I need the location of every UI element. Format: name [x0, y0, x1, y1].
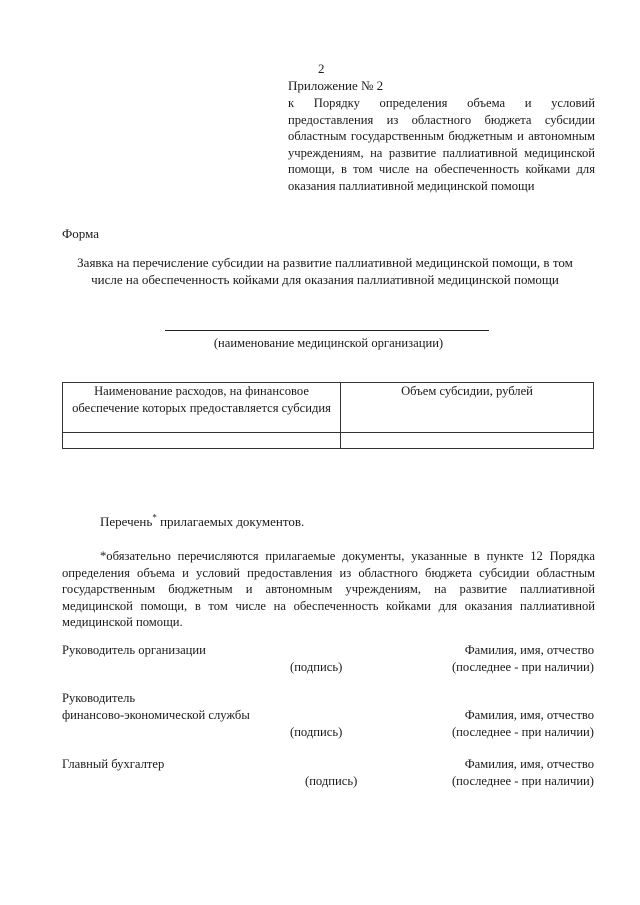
page-number: 2 — [318, 61, 325, 76]
signer-position-accountant: Главный бухгалтер — [62, 757, 165, 771]
full-name-label-finance: Фамилия, имя, отчество — [464, 708, 594, 722]
column-header-expenses: Наименование расходов, на финансовое обеспечение которых предоставляется субсидия — [63, 383, 341, 433]
signer-position-finance-line2: финансово-экономической службы — [62, 708, 250, 722]
appendix-title: Приложение № 2 — [288, 78, 384, 93]
signature-caption-accountant[interactable]: (подпись) — [305, 774, 358, 788]
table-header-row — [63, 383, 594, 433]
table-row — [63, 433, 594, 449]
subsidy-table — [62, 382, 594, 449]
documents-list-title — [100, 514, 304, 531]
signature-caption-head[interactable]: (подпись) — [290, 660, 343, 674]
cell-subsidy-amount[interactable] — [341, 433, 594, 449]
footnote-marker: * — [152, 512, 157, 523]
document-title: Заявка на перечисление субсидии на развитие паллиативной медицинской помощи, в том числе на обеспеченность койками для оказания паллиативной медицинской помощи — [77, 255, 573, 287]
signer-position-head: Руководитель организации — [62, 643, 206, 657]
signature-caption-finance[interactable]: (подпись) — [290, 725, 343, 739]
documents-list-suffix: прилагаемых документов. — [156, 514, 305, 529]
documents-list-label: Перечень — [100, 514, 153, 529]
full-name-label-head: Фамилия, имя, отчество — [464, 643, 594, 657]
column-header-amount: Объем субсидии, рублей — [341, 383, 594, 433]
organization-name-line[interactable] — [165, 330, 489, 331]
organization-name-caption: (наименование медицинской организации) — [213, 336, 444, 350]
full-name-note-accountant: (последнее - при наличии) — [451, 774, 594, 788]
full-name-label-accountant: Фамилия, имя, отчество — [464, 757, 594, 771]
form-label: Форма — [62, 226, 99, 241]
appendix-text: к Порядку определения объема и условий предоставления из областного бюджета субсидии областным государственным бюджетным и автономным учреждениям, на развитие паллиативной медицинской помощи, в том числе на обеспеченность койками для оказания паллиативной медицинской помощи — [288, 96, 595, 193]
signer-position-finance-line1: Руководитель — [62, 691, 136, 705]
footnote-text: *обязательно перечисляются прилагаемые документы, указанные в пункте 12 Порядка определения объема и условий предоставления из областного бюджета субсидии областным государственным бюджетным и автономным учреждениям, на развитие паллиативной медицинской помощи, в том числе на обеспеченность койками для оказания паллиативной медицинской помощи. — [62, 549, 595, 629]
full-name-note-finance: (последнее - при наличии) — [451, 725, 594, 739]
full-name-note-head: (последнее - при наличии) — [451, 660, 594, 674]
cell-expenses-name[interactable] — [63, 433, 341, 449]
